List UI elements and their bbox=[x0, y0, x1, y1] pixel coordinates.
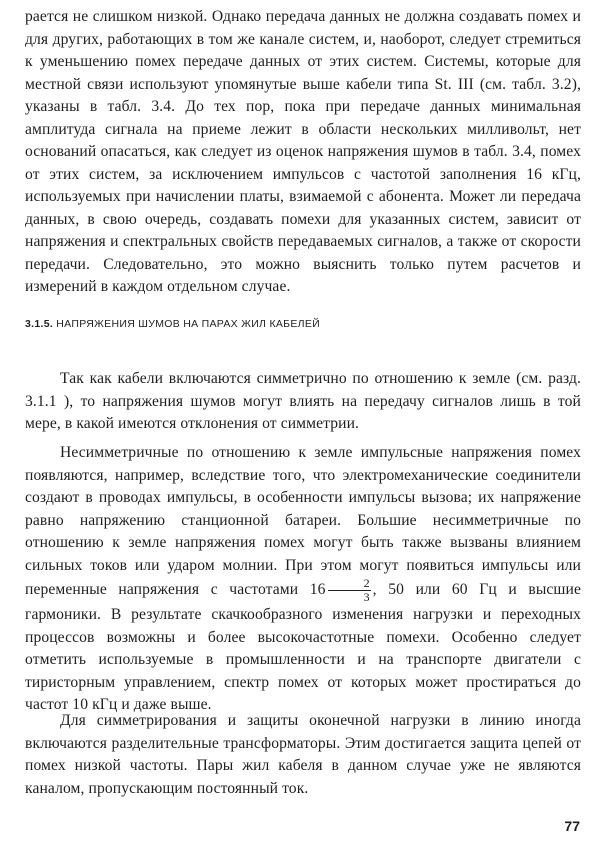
paragraph-3-part-1: Несимметричные по отношению к земле импульсные напряжения помех появляются, например, вследствие того, что электромеханические соединители создают в проводах импульсы, в особенности импульсы вызова; их напряжение равно напряжению станционной батареи. Большие несимметричные по отношению к земле напряжения помех могут быть также вызваны влиянием сильных токов или ударом молнии. При этом могут появиться импульсы или переменные напряжения с частотами 16 bbox=[25, 444, 581, 599]
paragraph-3-part-2: , 50 или 60 Гц и высшие гармоники. В результате скачкообразного изменения нагрузки и переходных процессов возможны и более высокочастотные помехи. Особенно следует отметить используемые в промышленности и на транспорте двигатели с тиристорным управлением, спектр помех от которых может простираться до частот 10 кГц и даже выше. bbox=[25, 581, 581, 713]
paragraph-2: Так как кабели включаются симметрично по отношению к земле (см. разд. 3.1.1 ), то напряжения шумов могут влиять на передачу сигналов лишь в той мере, в какой имеются отклонения от симметрии. bbox=[25, 370, 581, 432]
paragraph-4: Для симметрирования и защиты оконечной нагрузки в линию иногда включаются разделительные трансформаторы. Этим достигается защита цепей от помех низкой частоты. Пары жил кабеля в данном случае уже не являются каналом, пропускающим постоянный ток. bbox=[25, 712, 581, 797]
fraction-numerator: 2 bbox=[328, 577, 371, 591]
page-number: 77 bbox=[564, 818, 580, 834]
paragraph-1: рается не слишком низкой. Однако передача данных не должна создавать помех и для других, работающих в том же канале систем, и, наоборот, следует стремиться к уменьшению помех передаче данных от этих систем. Системы, которые для местной связи используют упомянутые выше кабели типа St. III (см. табл. 3.2), указаны в табл. 3.4. До тех пор, пока при передаче данных минимальная амплитуда сигнала на приеме лежит в области нескольких милливольт, нет оснований опасаться, как следует из оценок напряжения шумов в табл. 3.4, помех от этих систем, за исключением импульсов с частотой заполнения 16 кГц, используемых при начислении платы, взимаемой с абонента. Может ли передача данных, в свою очередь, создавать помехи для указанных систем, зависит от напряжения и спектральных свойств передаваемых сигналов, а также от скорости передачи. Следовательно, это можно выяснить только путем расчетов и измерений в каждом отдельном случае. bbox=[25, 8, 581, 295]
fraction-denominator: 3 bbox=[363, 590, 370, 604]
section-heading bbox=[25, 318, 320, 330]
section-title: НАПРЯЖЕНИЯ ШУМОВ НА ПАРАХ ЖИЛ КАБЕЛЕЙ bbox=[56, 318, 321, 330]
section-number: 3.1.5. bbox=[25, 318, 54, 330]
paragraph-3 bbox=[25, 442, 581, 717]
fraction bbox=[328, 577, 371, 604]
